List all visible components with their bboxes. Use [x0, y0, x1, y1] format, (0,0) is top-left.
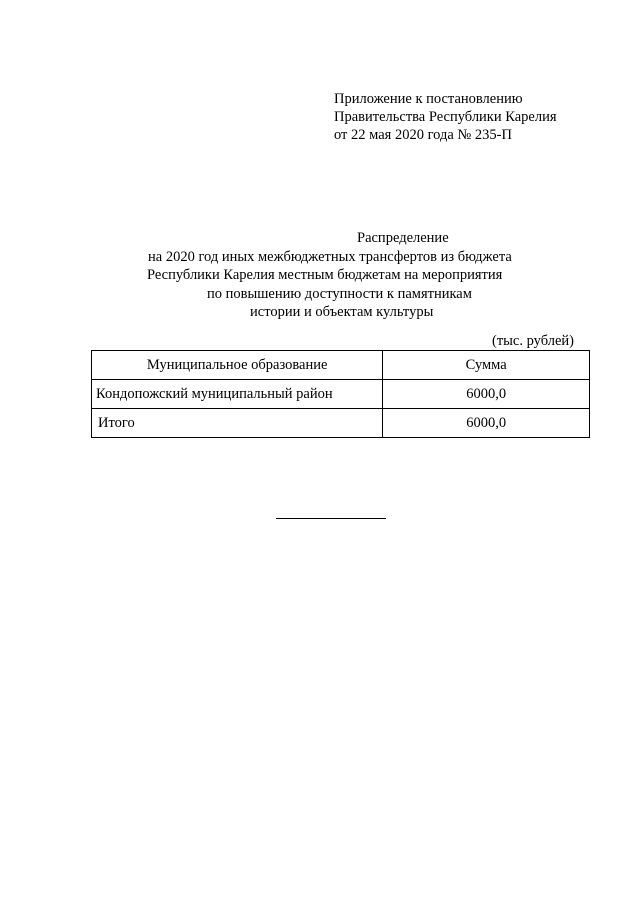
appendix-line: Правительства Республики Карелия: [334, 109, 557, 125]
title-line: Республики Карелия местным бюджетам на мероприятия: [147, 267, 503, 283]
title-line: истории и объектам культуры: [250, 304, 434, 320]
appendix-line: Приложение к постановлению: [334, 91, 523, 107]
appendix-block: [334, 90, 557, 144]
column-header-amount: Сумма: [383, 351, 590, 380]
column-header-municipality: Муниципальное образование: [92, 351, 383, 380]
title-line: по повышению доступности к памятникам: [207, 285, 472, 302]
appendix-line: от 22 мая 2020 года № 235-П: [334, 127, 512, 143]
unit-label: (тыс. рублей): [492, 333, 574, 349]
table-row: [92, 380, 590, 409]
municipality-cell: Кондопожский муниципальный район: [92, 380, 383, 409]
amount-cell: 6000,0: [383, 380, 590, 409]
table-header-row: [92, 351, 590, 380]
title-line: на 2020 год иных межбюджетных трансфертов из бюджета: [148, 248, 512, 265]
distribution-table: [91, 350, 590, 438]
total-amount-cell: 6000,0: [383, 409, 590, 438]
table-total-row: [92, 409, 590, 438]
document-title: [60, 229, 630, 322]
title-line: Распределение: [357, 230, 449, 246]
total-label-cell: Итого: [92, 409, 383, 438]
separator-line: [276, 518, 386, 519]
